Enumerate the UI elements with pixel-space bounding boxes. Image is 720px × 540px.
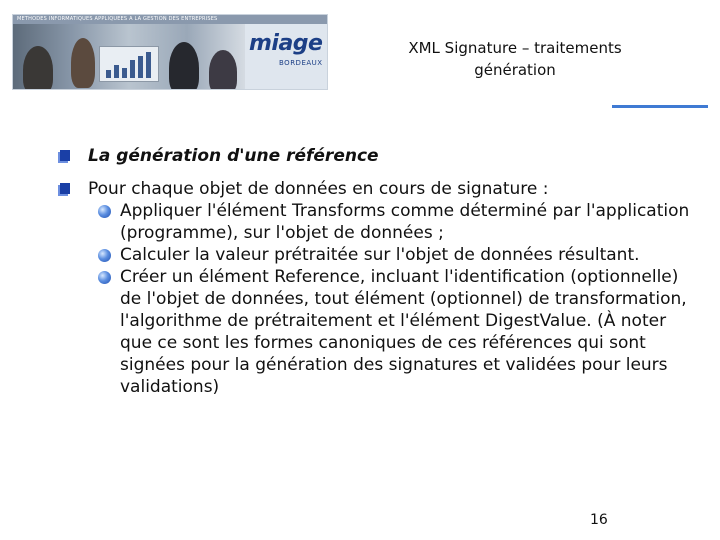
slide-title-line2: génération [474,61,556,79]
round-bullet-icon [98,271,111,284]
sub-bullet-item [60,244,700,266]
sub-bullet-text: Créer un élément Reference, incluant l'identification (optionnelle) de l'objet de données, tout élément (optionnel) de transformation, l'algorithme de prétraitement et l'élément DigestValue. (À noter que ce sont les formes canoniques de ces références qui sont signées pour la génération des signatures et validées pour leurs validations) [120,267,687,397]
sub-bullet-text: Appliquer l'élément Transforms comme déterminé par l'application (programme), sur l'objet de données ; [120,201,690,243]
photo-person [23,46,53,90]
sub-bullet-text: Calculer la valeur prétraitée sur l'objet de données résultant. [120,245,640,265]
monitor-bar [122,68,127,78]
photo-person [71,38,95,88]
bullet-item [60,178,700,200]
monitor-bar [114,65,119,78]
slide-title-line1: XML Signature – traitements [408,39,622,57]
banner-strip: METHODES INFORMATIQUES APPLIQUEES A LA GESTION DES ENTREPRISES [13,15,327,24]
round-bullet-icon [98,249,111,262]
bullet-text: La génération d'une référence [88,146,379,166]
banner-photo [13,24,245,89]
round-bullet-icon [98,205,111,218]
monitor-bar [146,52,151,78]
bullet-item [60,145,700,167]
square-bullet-icon [60,150,70,161]
monitor-bar [138,56,143,78]
logo-subtext: BORDEAUX [279,59,323,67]
slide-content [60,145,700,398]
header-accent-line [612,105,708,108]
logo-text: miage [249,31,323,56]
monitor-bar [130,60,135,78]
bullet-text: Pour chaque objet de données en cours de signature : [88,179,549,199]
sub-bullet-item [60,266,700,398]
page-number: 16 [590,512,608,528]
photo-person [209,50,237,90]
monitor-bar [106,70,111,78]
sub-bullet-item [60,200,700,244]
header-banner [12,14,328,90]
slide-title [370,37,660,81]
miage-logo [249,31,325,75]
square-bullet-icon [60,183,70,194]
photo-monitor [99,46,159,82]
photo-person [169,42,199,90]
